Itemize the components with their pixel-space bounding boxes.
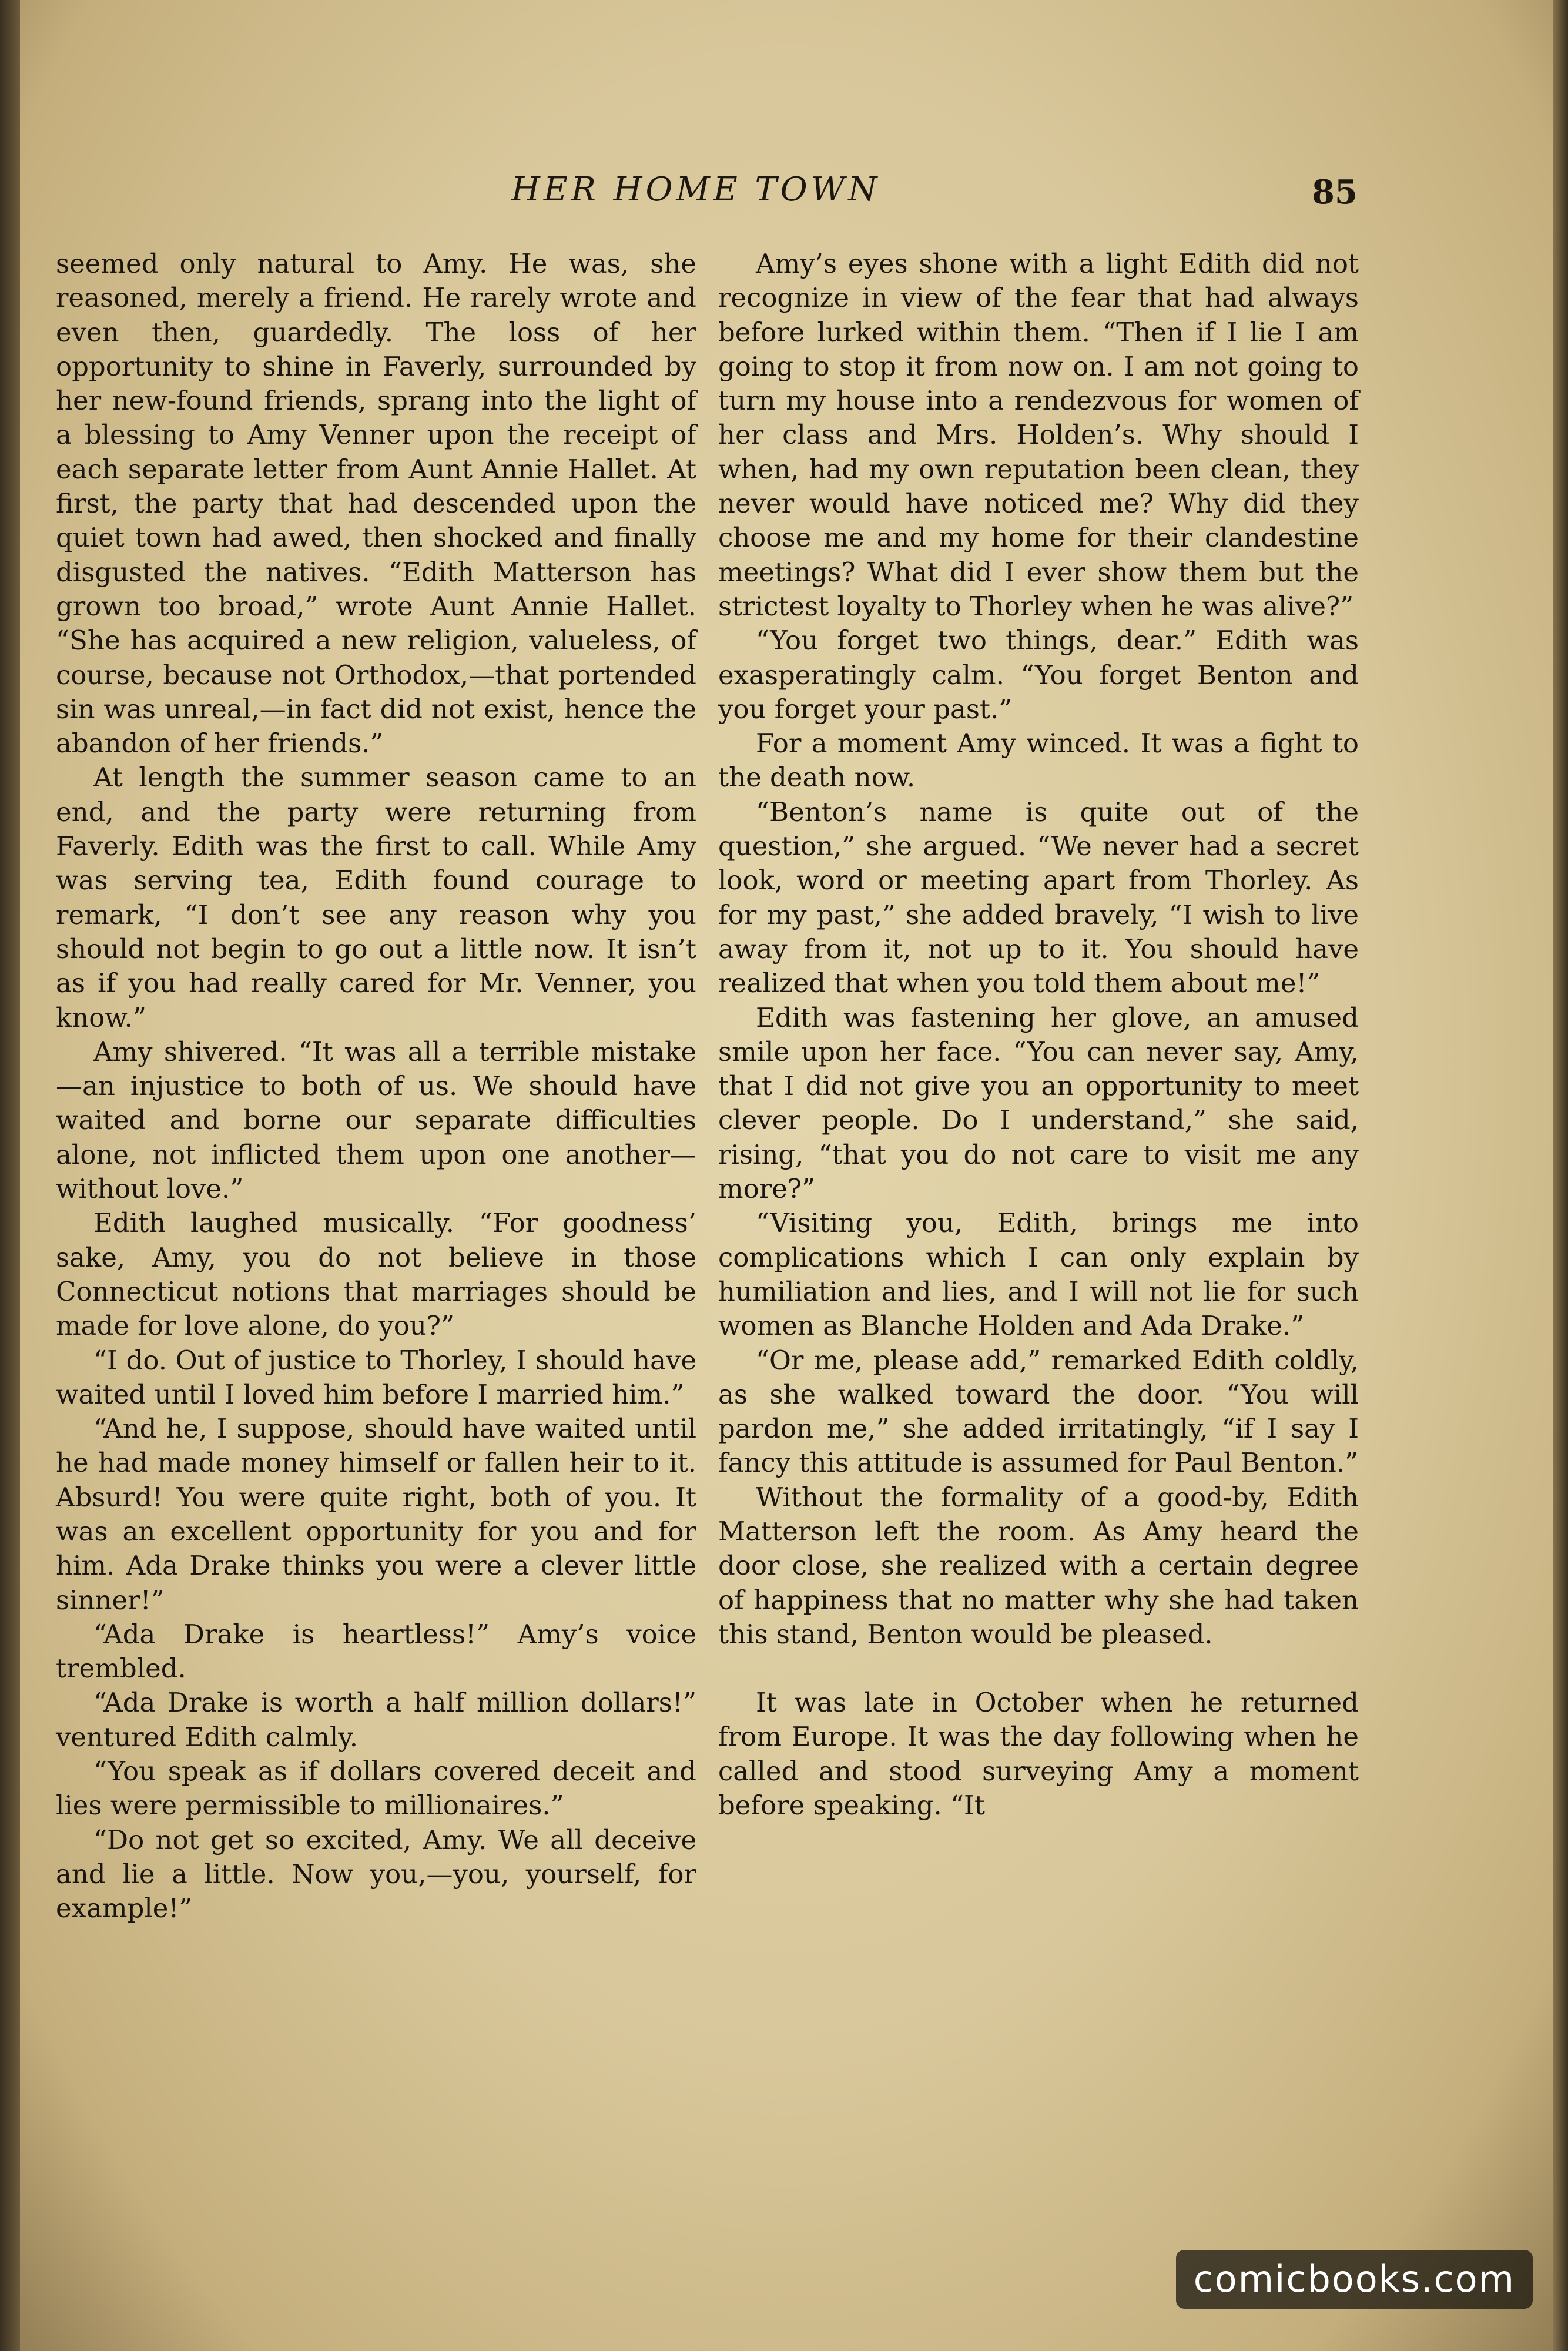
paragraph: “You speak as if dollars covered deceit and lies were permissible to millionaires.”: [56, 1756, 696, 1821]
paragraph: Edith was fastening her glove, an amused smile upon her face. “You can never say, Amy, that I did not give you an opportunity to meet clever people. Do I understand,” she said, rising, “that you do not care to visit me any more?”: [718, 1002, 1359, 1205]
paragraph: “I do. Out of justice to Thorley, I should have waited until I loved him before I married him.”: [56, 1344, 696, 1410]
page-edge-left: [0, 0, 20, 2351]
paragraph: For a moment Amy winced. It was a fight to the death now.: [718, 728, 1359, 793]
paragraph: “You forget two things, dear.” Edith was exasperatingly calm. “You forget Benton and you forget your past.”: [718, 625, 1359, 725]
right-column: [718, 247, 1359, 1823]
running-title: HER HOME TOWN: [511, 170, 881, 209]
paragraph: “Do not get so excited, Amy. We all deceive and lie a little. Now you,—you, yourself, for example!”: [56, 1824, 696, 1924]
paragraph: At length the summer season came to an end, and the party were returning from Faverly. Edith was the first to call. While Amy was serving tea, Edith found courage to remark, “I don’t see any reason why you should not begin to go out a little now. It isn’t as if you had really cared for Mr. Venner, you know.”: [56, 762, 696, 1033]
paragraph: Amy’s eyes shone with a light Edith did not recognize in view of the fear that had always before lurked within them. “Then if I lie I am going to stop it from now on. I am not going to turn my house into a rendezvous for women of her class and Mrs. Holden’s. Why should I when, had my own reputation been clean, they never would have noticed me? Why did they choose me and my home for their clandestine meetings? What did I ever show them but the strictest loyalty to Thorley when he was alive?”: [718, 248, 1359, 622]
paragraph: “Benton’s name is quite out of the question,” she argued. “We never had a secret look, word or meeting apart from Thorley. As for my past,” she added bravely, “I wish to live away from it, not up to it. You should have realized that when you told them about me!”: [718, 796, 1359, 999]
page-edge-right: [1553, 0, 1568, 2351]
paragraph: “Ada Drake is heartless!” Amy’s voice trembled.: [56, 1618, 696, 1684]
paragraph: Without the formality of a good-by, Edith Matterson left the room. As Amy heard the door close, she realized with a certain degree of happiness that no matter why she had taken this stand, Benton would be pleased.: [718, 1481, 1359, 1650]
paragraph: Amy shivered. “It was all a terrible mistake—an injustice to both of us. We should have waited and borne our separate difficulties alone, not inflicted them upon one another—without love.”: [56, 1036, 696, 1205]
site-watermark: comicbooks.com: [1176, 2250, 1533, 2309]
paragraph: seemed only natural to Amy. He was, she reasoned, merely a friend. He rarely wrote and even then, guardedly. The loss of her opportunity to shine in Faverly, surrounded by her new-found friends, sprang into the light of a blessing to Amy Venner upon the receipt of each separate letter from Aunt Annie Hallet. At first, the party that had descended upon the quiet town had awed, then shocked and finally disgusted the natives. “Edith Matterson has grown too broad,” wrote Aunt Annie Hallet. “She has acquired a new religion, valueless, of course, because not Orthodox,—that portended sin was unreal,—in fact did not exist, hence the abandon of her friends.”: [56, 248, 696, 759]
paragraph: “Visiting you, Edith, brings me into complications which I can only explain by humiliation and lies, and I will not lie for such women as Blanche Holden and Ada Drake.”: [718, 1207, 1359, 1342]
paragraph: “And he, I suppose, should have waited until he had made money himself or fallen heir to it. Absurd! You were quite right, both of you. It was an excellent opportunity for you and for him. Ada Drake thinks you were a clever little sinner!”: [56, 1413, 696, 1616]
paragraph: Edith laughed musically. “For goodness’ sake, Amy, you do not believe in those Connecticut notions that marriages should be made for love alone, do you?”: [56, 1207, 696, 1342]
paragraph: “Or me, please add,” remarked Edith coldly, as she walked toward the door. “You will pardon me,” she added irritatingly, “if I say I fancy this attitude is assumed for Paul Benton.”: [718, 1344, 1359, 1479]
paragraph: It was late in October when he returned from Europe. It was the day following when he called and stood surveying Amy a moment before speaking. “It: [718, 1687, 1359, 1821]
page-number: 85: [1312, 173, 1358, 212]
page-header: [0, 170, 1568, 217]
left-column: [56, 247, 696, 1926]
paragraph: “Ada Drake is worth a half million dollars!” ventured Edith calmly.: [56, 1687, 696, 1753]
